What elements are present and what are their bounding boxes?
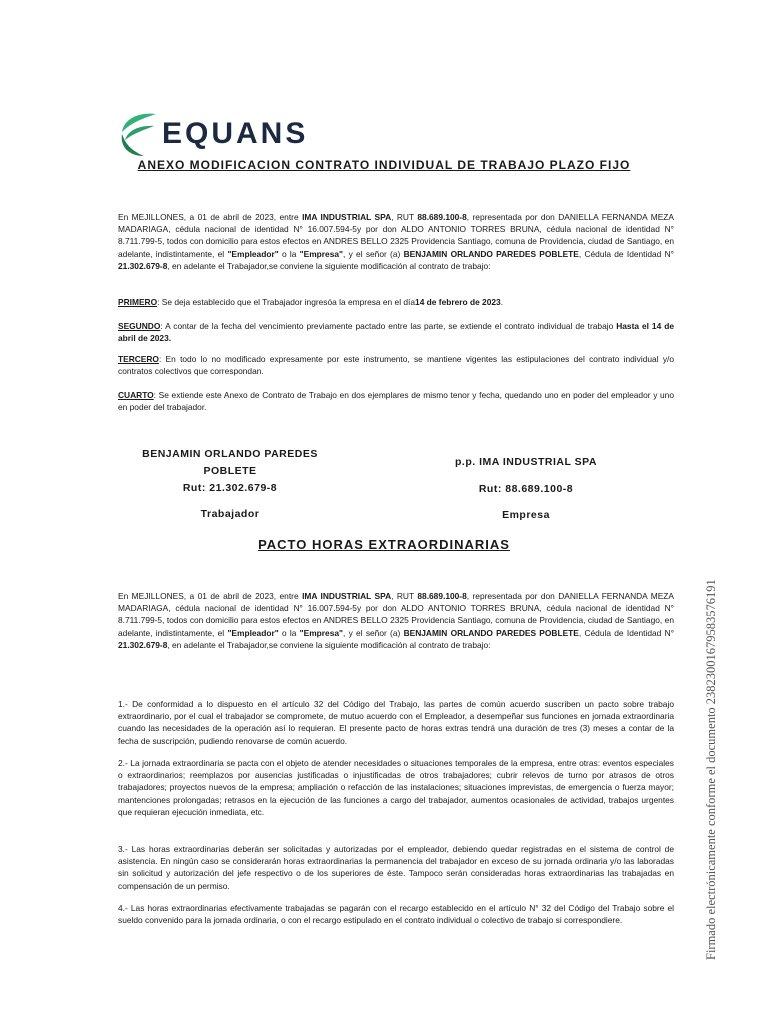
company-role: Empresa [502, 509, 550, 521]
company-signature-block [426, 454, 626, 524]
worker-signature-block [130, 446, 330, 523]
company-rut: Rut: 88.689.100-8 [478, 483, 574, 495]
pacto-clause-1: 1.- De conformidad a lo dispuesto en el artículo 32 del Código del Trabajo, las partes de común acuerdo suscriben un pacto sobre trabajo extraordinario, por el cual el trabajador se compromete, de mutuo acuerdo con el Empleador, a desempeñar sus funciones en jornada extraordinaria cuando las necesidades de la operación así lo requieran. El presente pacto de horas extras tendrá una duración de tres (3) meses a contar de la fecha de suscripción, pudiendo renovarse de común acuerdo. [118, 699, 674, 746]
anexo-intro-paragraph: En MEJILLONES, a 01 de abril de 2023, entre IMA INDUSTRIAL SPA, RUT 88.689.100-8, representada por don DANIELLA FERNANDA MEZA MADARIAGA, cédula nacional de identidad N° 16.007.594-5y por don ALDO ANTONIO TORRES BRUNA, cédula nacional de identidad N° 8.711.799-5, todos con domicilio para estos efectos en ANDRES BELLO 2325 Providencia Santiago, comuna de Providencia, ciudad de Santiago, en adelante, indistintamente, el "Empleador" o la "Empresa", y el señor (a) BENJAMIN ORLANDO PAREDES POBLETE, Cédula de Identidad N° 21.302.679-8, en adelante el Trabajador,se conviene la siguiente modificación al contrato de trabajo: [118, 212, 674, 271]
clause-segundo: SEGUNDO: A contar de la fecha del vencimiento previamente pactado entre las parte, se extiende el contrato individual de trabajo Hasta el 14 de abril de 2023. [118, 321, 674, 344]
pacto-clause-2: 2.- La jornada extraordinaria se pacta con el objeto de atender necesidades o situaciones temporales de la empresa, entre otras: eventos especiales o extraordinarios; reemplazos por ausencias justificadas o injustificadas de otros trabajadores; cubrir relevos de turno por atrasos de otros trabajadores; proyectos nuevos de la empresa; ampliación o refacción de las instalaciones; situaciones imprevistas, de emergencia o fuerza mayor; mantenciones prolongadas; retrasos en la ejecución de las funciones a cargo del trabajador, aumentos ocasionales de actividad, trabajos urgentes que requieran ejecución inmediata, etc. [118, 758, 674, 817]
electronic-signature-note: Firmado electrónicamente conforme el documento 23823001679583576191 [704, 579, 718, 960]
company-name: p.p. IMA INDUSTRIAL SPA [455, 456, 597, 468]
worker-role: Trabajador [200, 508, 260, 520]
logo-text: EQUANS [162, 117, 309, 150]
clause-cuarto: CUARTO: Se extiende este Anexo de Contrato de Trabajo en dos ejemplares de mismo tenor y fecha, quedando uno en poder del empleador y uno en poder del trabajador. [118, 390, 674, 413]
equans-logo [118, 108, 308, 160]
pacto-intro-paragraph: En MEJILLONES, a 01 de abril de 2023, entre IMA INDUSTRIAL SPA, RUT 88.689.100-8, representada por don DANIELLA FERNANDA MEZA MADARIAGA, cédula nacional de identidad N° 16.007.594-5y por don ALDO ANTONIO TORRES BRUNA, cédula nacional de identidad N° 8.711.799-5, todos con domicilio para estos efectos en ANDRES BELLO 2325 Providencia Santiago, comuna de Providencia, ciudad de Santiago, en adelante, indistintamente, el "Empleador" o la "Empresa", y el señor (a) BENJAMIN ORLANDO PAREDES POBLETE, Cédula de Identidad N° 21.302.679-8, en adelante el Trabajador,se conviene la siguiente modificación al contrato de trabajo: [118, 591, 674, 650]
pacto-title: PACTO HORAS EXTRAORDINARIAS [258, 537, 510, 552]
worker-rut: Rut: 21.302.679-8 [182, 482, 278, 494]
clause-tercero: TERCERO: En todo lo no modificado expresamente por este instrumento, se mantiene vigentes las estipulaciones del contrato individual y/o contratos colectivos que correspondan. [118, 354, 674, 377]
pacto-clause-3: 3.- Las horas extraordinarias deberán ser solicitadas y autorizadas por el empleador, debiendo quedar registradas en el sistema de control de asistencia. En ningún caso se considerarán horas extraordinarias la permanencia del trabajador en exceso de su jornada ordinaria y/o las laboradas sin solicitud y autorización del jefe respectivo o de los superiores de éste. Tampoco serán consideradas horas extraordinarias las trabajadas en compensación de un permiso. [118, 844, 674, 891]
anexo-title: ANEXO MODIFICACION CONTRATO INDIVIDUAL DE TRABAJO PLAZO FIJO [137, 158, 631, 172]
worker-name: BENJAMIN ORLANDO PAREDES POBLETE [142, 448, 318, 477]
equans-leaf-icon [118, 110, 158, 158]
clause-primero: PRIMERO: Se deja establecido que el Trabajador ingresóa la empresa en el día14 de febrero de 2023. [118, 297, 504, 307]
pacto-clause-4: 4.- Las horas extraordinarias efectivamente trabajadas se pagarán con el recargo establecido en el artículo N° 32 del Código del Trabajo sobre el sueldo convenido para la jornada ordinaria, o con el recargo estipulado en el contrato individual o colectivo de trabajo si correspondiere. [118, 903, 674, 926]
